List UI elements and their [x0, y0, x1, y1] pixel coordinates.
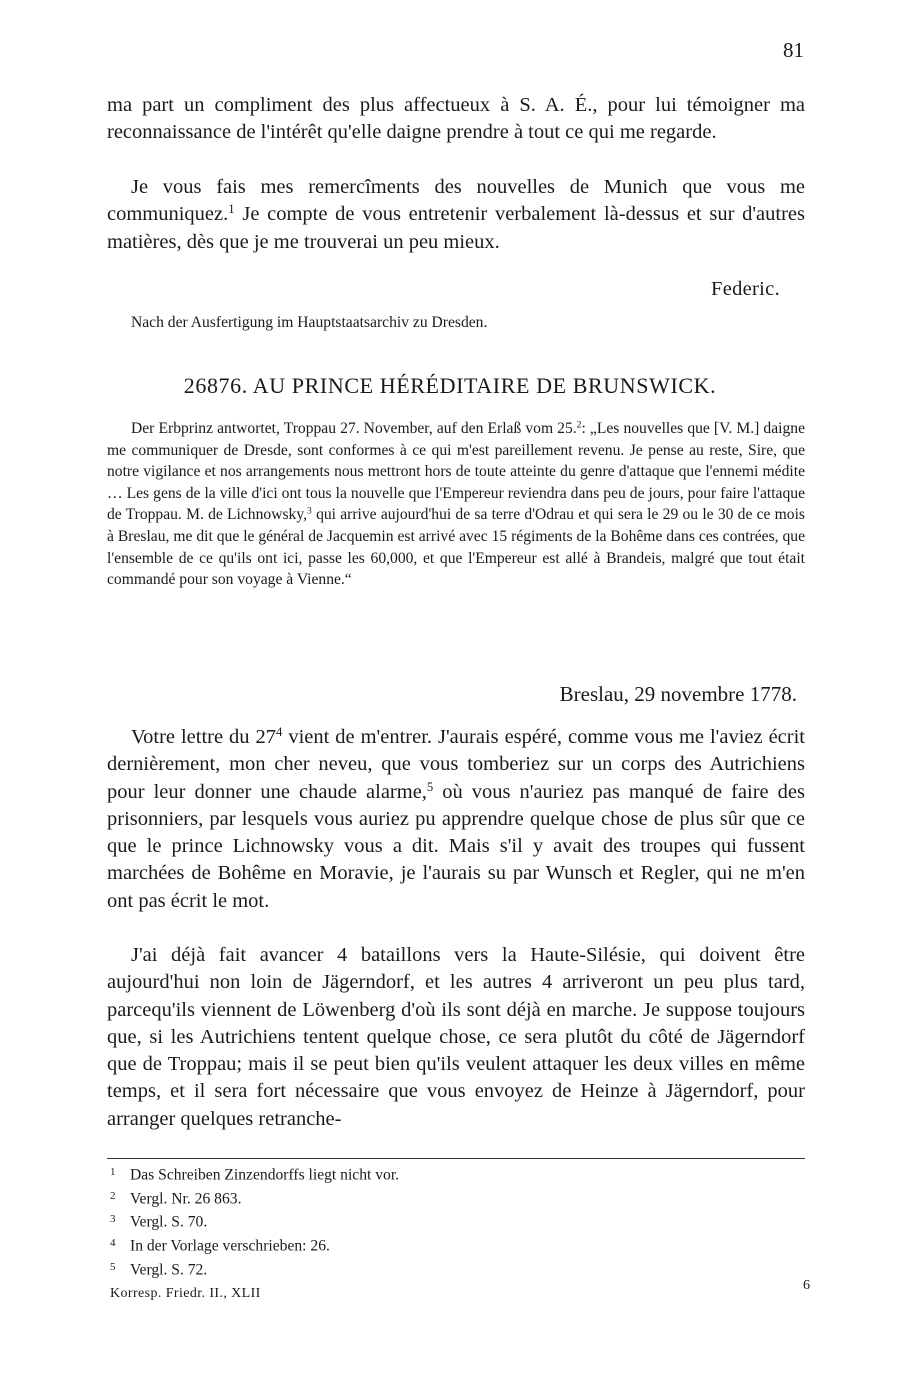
footnote-text: Vergl. S. 70. [130, 1213, 208, 1231]
summary-text: : „Les nouvelles que [V. M.] daigne me communiquer de Dresde, sont conformes à ce qui m'est pareillement revenu. Je pense au reste, Sire, que notre vigilance et nos arrangements nous mettront hors de toute atteinte du genre d'attaque que l'ennemi médite … Les gens de la ville d'ici ont tous la nouvelle que l'Empereur reviendra dans peu de jours, pour faire l'attaque de Troppau. M. de Lichnowsky, [107, 420, 805, 524]
footnote-text: In der Vorlage verschrieben: 26. [130, 1237, 330, 1255]
footnotes [110, 1162, 710, 1280]
footnote-mark: 2 [110, 1189, 116, 1202]
footnote-ref: 4 [276, 725, 283, 740]
dateline: Breslau, 29 novembre 1778. [559, 682, 797, 706]
summary-text: qui arrive aujourd'hui de sa terre d'Odrau et qui sera le 29 ou le 30 de ce mois à Breslau, me dit que le général de Jacquemin est arrivé avec 15 régiments de la Bohême dans ces contrées, que l'ensemble de ce qu'ils ont ici, passe les 60,000, et que l'Empereur est allé à Brandeis, malgré que tout était commandé pour son voyage à Vienne.“ [107, 506, 805, 589]
footnote-ref: 1 [228, 202, 235, 217]
paragraph-text: Je compte de vous entretenir verbalement là-dessus et sur d'autres matières, dès que je me trouverai un peu mieux. [107, 203, 805, 253]
footnote-ref: 3 [307, 506, 312, 518]
footnote-ref: 5 [426, 779, 434, 794]
paragraph-text: Je vous fais mes remercîments des nouvelles de Munich que vous me communiquez. [107, 176, 805, 226]
footnote [110, 1257, 710, 1281]
footnote-mark: 1 [110, 1166, 116, 1178]
footnote-ref: 2 [576, 419, 582, 431]
source-note: Nach der Ausfertigung im Hauptstaatsarchiv zu Dresden. [131, 314, 488, 331]
footnote [110, 1162, 710, 1186]
footnote-text: Das Schreiben Zinzendorffs liegt nicht vor. [130, 1166, 400, 1184]
paragraph-thanks [107, 174, 805, 256]
footnote-mark: 4 [110, 1237, 116, 1250]
footnote-divider [107, 1158, 805, 1159]
footnote [110, 1186, 710, 1210]
letter-heading: 26876. AU PRINCE HÉRÉDITAIRE DE BRUNSWICK. [183, 373, 717, 398]
printer-signature-mark: Korresp. Friedr. II., XLII [110, 1286, 261, 1301]
footnote-mark: 5 [110, 1260, 116, 1273]
footnote-text: Vergl. Nr. 26 863. [130, 1190, 242, 1208]
footnote-text: Vergl. S. 72. [130, 1261, 208, 1279]
signature: Federic. [711, 278, 780, 300]
paragraph-continuation: ma part un compliment des plus affectueux à S. A. É., pour lui témoigner ma reconnaissance de l'intérêt qu'elle daigne prendre à tout ce qui me regarde. [107, 94, 805, 144]
footnote-mark: 3 [110, 1213, 116, 1226]
letter-summary [107, 418, 805, 591]
page-number: 81 [783, 38, 804, 62]
body-paragraph: J'ai déjà fait avancer 4 bataillons vers la Haute-Silésie, qui doivent être aujourd'hui non loin de Jägerndorf, et les autres 4 arriveront un peu plus tard, parcequ'ils viennent de Löwenberg d'où ils sont déjà en marche. Je suppose toujours que, si les Autrichiens tentent quelque chose, ce sera plutôt du côté de Jägerndorf que de Troppau; mais il se peut bien qu'ils veulent attaquer les deux villes en même temps, et il sera fort nécessaire que vous envoyez de Heinze à Jägerndorf, pour arranger quelques retranche- [107, 944, 805, 1130]
body-text: vient de m'entrer. J'aurais espéré, comme vous me l'aviez écrit dernièrement, mon cher neveu, que vous tomberiez sur un corps des Autrichiens pour leur donner une chaude alarme, [107, 726, 805, 803]
summary-text: Der Erbprinz antwortet, Troppau 27. November, auf den Erlaß vom 25. [131, 420, 577, 437]
footnote [110, 1209, 710, 1233]
body-text: Votre lettre du 27 [131, 726, 277, 748]
footnote [110, 1233, 710, 1257]
body-paragraph [107, 724, 805, 915]
sheet-number: 6 [803, 1278, 810, 1293]
body-text: où vous n'auriez pas manqué de faire des prisonniers, par lesquels vous auriez pu apprendre quelque chose de plus sûr que ce que le prince Lichnowsky vous a dit. Mais s'il y avait des troupes qui fussent marchées de Bohême en Moravie, je l'aurais su par Wunsch et Regler, qui ne m'en ont pas écrit le mot. [107, 780, 805, 912]
